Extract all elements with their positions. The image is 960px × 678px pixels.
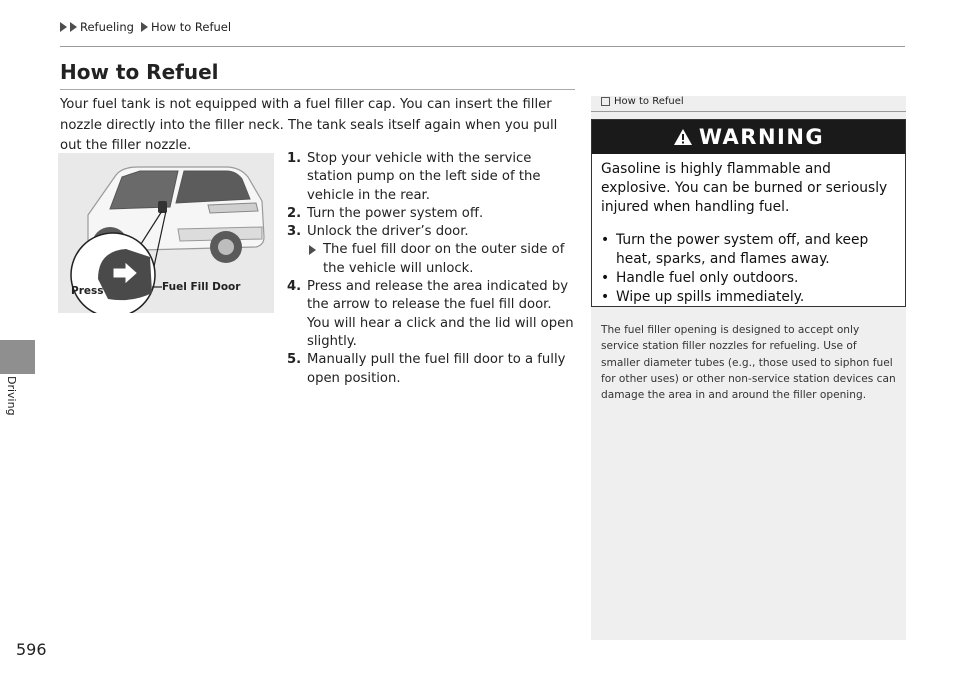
fuel-door-figure [58, 153, 274, 313]
step-item: 3. Unlock the driver’s door. The fuel fill door on the outer side of the vehicle will unlock. [287, 223, 577, 278]
sidebar-divider [591, 111, 906, 112]
step-item: 5. Manually pull the fuel fill door to a fully open position. [287, 352, 566, 386]
step-item: 2. Turn the power system off. [287, 205, 484, 221]
steps-list [287, 150, 577, 388]
warning-box [591, 119, 906, 307]
breadcrumb [60, 20, 231, 34]
warning-triangle-icon [673, 128, 693, 146]
fuel-fill-door-label: Fuel Fill Door [162, 281, 241, 293]
reference-marker-icon [601, 97, 610, 106]
sidebar-heading: How to Refuel [601, 96, 684, 107]
warning-title: WARNING [698, 125, 825, 149]
breadcrumb-item-refueling[interactable]: Refueling [80, 20, 134, 34]
step-item: 1. Stop your vehicle with the service station pump on the left side of the vehicle in the rear. [287, 151, 541, 203]
page-number: 596 [16, 640, 47, 659]
warning-bullet: • Handle fuel only outdoors. [601, 269, 895, 288]
section-tab-label: Driving [5, 376, 18, 416]
warning-header [592, 120, 905, 154]
triangle-right-icon [141, 22, 148, 32]
sub-step: The fuel fill door on the outer side of the vehicle will unlock. [307, 241, 577, 278]
warning-bullet: • Turn the power system off, and keep heat, sparks, and flames away. [601, 231, 895, 269]
header-divider [60, 46, 905, 47]
warning-body: Gasoline is highly flammable and explosive. You can be burned or seriously injured when handling fuel. [601, 161, 888, 215]
sidebar-note: The fuel filler opening is designed to accept only service station filler nozzles for refueling. Use of smaller diameter tubes (e.g., those used to siphon fuel for other uses) or other non-service station devices can damage the area in and around the filler opening. [601, 324, 896, 402]
triangle-right-icon [309, 245, 316, 255]
title-divider [60, 89, 575, 90]
warning-bullet: • Wipe up spills immediately. [601, 288, 895, 307]
triangle-right-icon [60, 22, 67, 32]
triangle-right-icon [70, 22, 77, 32]
warning-list [601, 231, 895, 307]
section-tab[interactable] [0, 340, 35, 374]
breadcrumb-item-how-to-refuel[interactable]: How to Refuel [150, 20, 232, 34]
press-label: Press [71, 285, 104, 297]
page-title: How to Refuel [60, 60, 219, 84]
sidebar-notes [591, 96, 906, 640]
intro-paragraph: Your fuel tank is not equipped with a fuel filler cap. You can insert the filler nozzle directly into the filler neck. The tank seals itself again when you pull out the filler nozzle. [60, 97, 558, 153]
step-item: 4. Press and release the area indicated by the arrow to release the fuel fill door. You will hear a click and the lid will open slightly. [287, 279, 574, 349]
